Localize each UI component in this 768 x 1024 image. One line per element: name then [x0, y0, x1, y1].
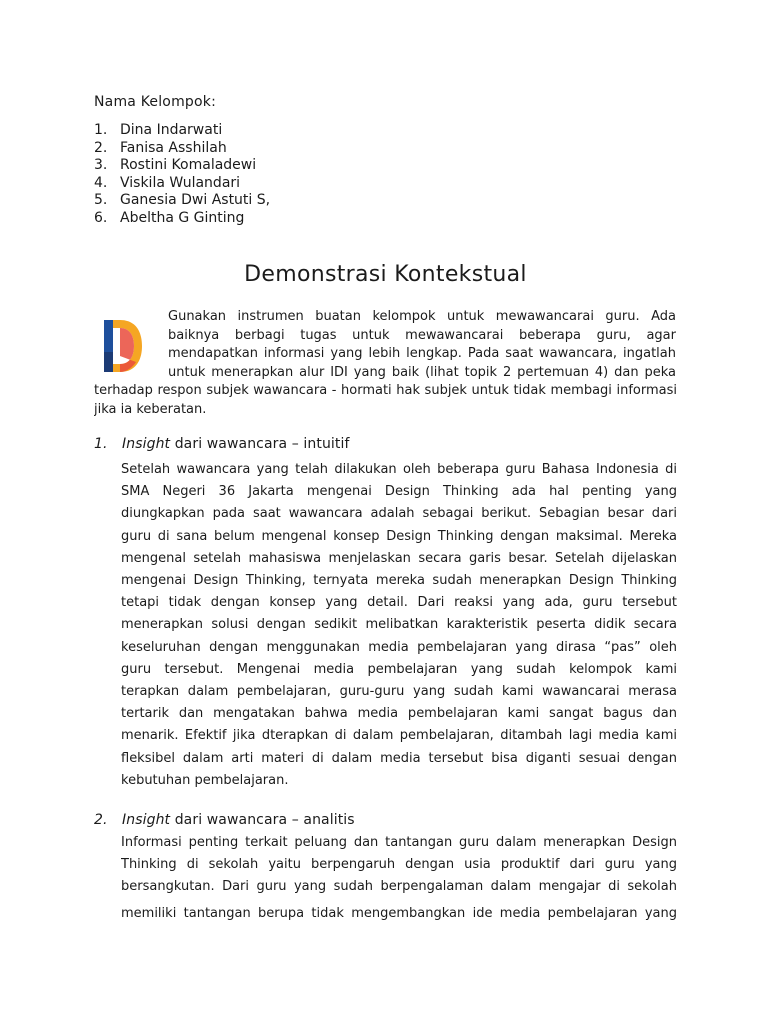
- text-line: SMA Negeri 36 Jakarta mengenai Design Thinking ada hal penting yang: [121, 484, 677, 500]
- list-item: [94, 157, 270, 175]
- member-name: Fanisa Asshilah: [120, 139, 227, 156]
- list-number: 6.: [94, 209, 108, 226]
- text-line: Informasi penting terkait peluang dan tantangan guru dalam menerapkan Design: [121, 835, 677, 850]
- list-number: 2.: [94, 139, 108, 156]
- text-line: guru tersebut. Mengenai media pembelajaran yang sudah kelompok kami: [121, 661, 677, 677]
- text-line: mengenai Design Thinking, ternyata mereka sudah menerapkan Design Thinking: [121, 573, 677, 589]
- member-name: Ganesia Dwi Astuti S,: [120, 192, 271, 209]
- text-line: bersangkutan. Dari guru yang sudah berpengalaman dalam mengajar di sekolah: [121, 879, 677, 895]
- section-paragraph-intuitif: [121, 459, 677, 792]
- member-name: Abeltha G Ginting: [120, 209, 245, 226]
- list-number: 4.: [94, 174, 108, 191]
- section-heading-italic: Insight: [122, 436, 171, 452]
- section-heading-text: dari wawancara – intuitif: [170, 436, 350, 452]
- text-line: memiliki tantangan berupa tidak mengembangkan ide media pembelajaran yang: [121, 905, 677, 921]
- page-title: Demonstrasi Kontekstual: [244, 262, 527, 287]
- text-line: guru di sana belum mengenal konsep Design Thinking dengan maksimal. Mereka: [121, 528, 677, 544]
- text-line: mendapatkan informasi yang lebih lengkap. Pada saat wawancara, ingatlah: [168, 346, 676, 361]
- group-label: Nama Kelompok:: [94, 94, 216, 110]
- text-line: Thinking di sekolah yaitu berpengaruh dengan usia produktif dari guru yang: [121, 857, 677, 873]
- text-line: Gunakan instrumen buatan kelompok untuk mewawancarai guru. Ada: [168, 309, 676, 324]
- text-line: fleksibel dalam arti materi di dalam media tersebut bisa diganti sesuai dengan: [121, 750, 677, 766]
- text-line: untuk menerapkan alur IDI yang baik (lihat topik 2 pertemuan 4) dan peka: [168, 364, 676, 380]
- intro-paragraph: [168, 308, 676, 382]
- text-line: mengenal setelah mahasiswa menjelaskan secara garis besar. Setelah dijelaskan: [121, 550, 677, 566]
- section-number: 2.: [94, 812, 108, 828]
- section-number: 1.: [94, 436, 108, 452]
- text-line: terapkan dalam pembelajaran, guru-guru yang sudah kami wawancarai merasa: [121, 684, 677, 700]
- section-paragraph-analitis: [121, 832, 677, 925]
- section-heading-text: dari wawancara – analitis: [170, 812, 355, 828]
- text-line: Setelah wawancara yang telah dilakukan oleh beberapa guru Bahasa Indonesia di: [121, 462, 677, 477]
- text-line: menerapkan solusi dengan sedikit melibatkan karakteristik peserta didik secara: [121, 617, 677, 633]
- section-heading-analitis: [94, 812, 355, 828]
- list-item: [94, 192, 270, 210]
- list-number: 5.: [94, 192, 108, 209]
- text-line: menarik. Efektif jika dterapkan di dalam pembelajaran, ditambah lagi media kami: [121, 728, 677, 744]
- member-name: Dina Indarwati: [120, 122, 223, 138]
- member-name: Viskila Wulandari: [120, 174, 241, 191]
- section-heading-italic: Insight: [122, 812, 171, 828]
- text-line: tertarik dan mengatakan bahwa media pembelajaran kami sangat bagus dan: [121, 706, 677, 722]
- d-logo-icon: [102, 318, 144, 374]
- text-line: diungkapkan pada saat wawancara adalah sebagai berikut. Sebagian besar dari: [121, 506, 677, 522]
- list-item: [94, 140, 270, 158]
- text-line: kebutuhan pembelajaran.: [121, 772, 289, 788]
- member-name: Rostini Komaladewi: [120, 157, 257, 174]
- text-line: terhadap respon subjek wawancara - hormati hak subjek untuk tidak membagi informasi: [94, 383, 677, 398]
- text-line: jika ia keberatan.: [94, 401, 207, 417]
- list-number: 1.: [94, 122, 108, 138]
- member-list: [94, 122, 270, 228]
- list-number: 3.: [94, 157, 108, 174]
- section-heading-intuitif: [94, 436, 350, 452]
- text-line: keseluruhan dengan menggunakan media pembelajaran yang dirasa “pas” oleh: [121, 639, 677, 655]
- intro-paragraph-continued: [94, 382, 677, 419]
- list-item: [94, 175, 270, 193]
- text-line: baiknya berbagi tugas untuk mewawancarai beberapa guru, agar: [168, 327, 676, 343]
- list-item: [94, 210, 270, 228]
- text-line: tetapi tidak dengan konsep yang detail. Dari reaksi yang ada, guru tersebut: [121, 595, 677, 611]
- list-item: [94, 122, 270, 140]
